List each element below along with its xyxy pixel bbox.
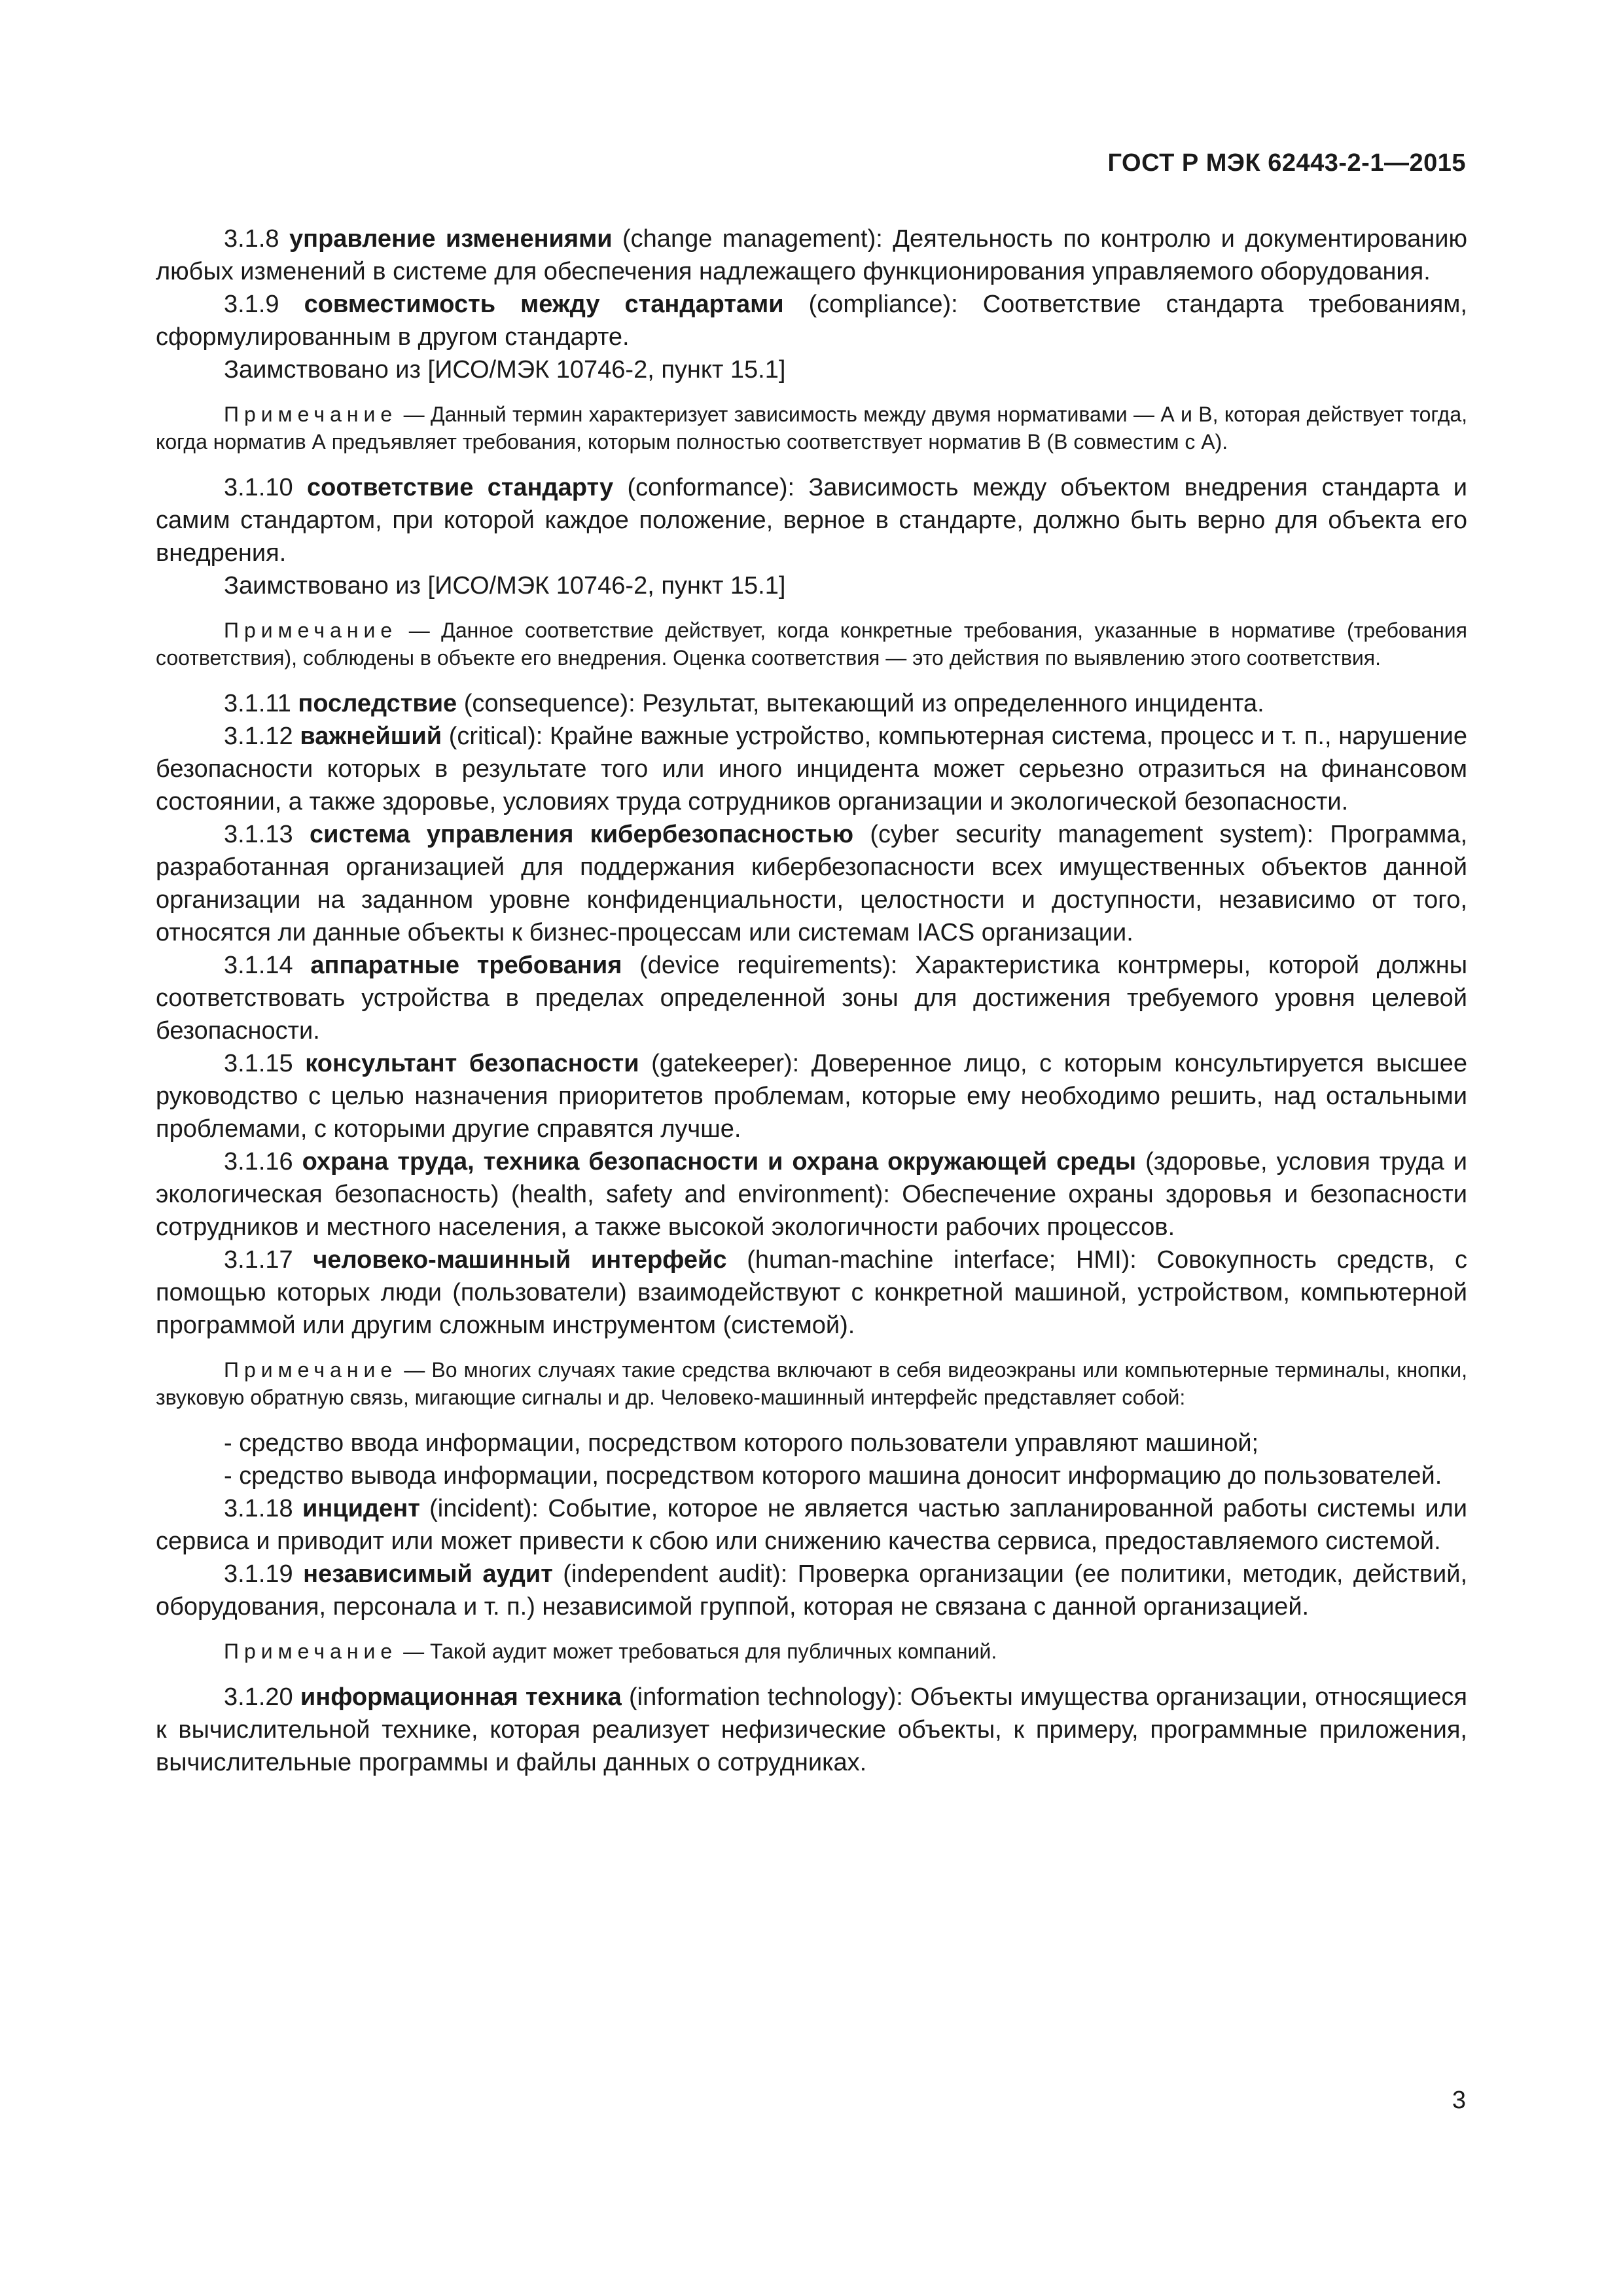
term-name: соответствие стандарту	[306, 474, 614, 501]
term-number: 3.1.12	[224, 723, 293, 750]
term-entry-3-1-13	[156, 818, 1467, 949]
term-source-3-1-10: Заимствовано из [ИСО/МЭК 10746-2, пункт 15.1]	[224, 572, 786, 600]
term-number: 3.1.8	[224, 225, 279, 253]
term-entry-3-1-9	[156, 288, 1467, 353]
term-entry-3-1-18	[156, 1492, 1467, 1558]
term-entry-3-1-10	[156, 471, 1467, 569]
note-label: Примечание	[224, 1358, 398, 1382]
note-text: — Во многих случаях такие средства включают в себя видеоэкраны или компьютерные терминалы, кнопки, звуковую обратную связь, мигающие сигналы и др. Человеко-машинный интерфейс представляет собой:	[156, 1358, 1467, 1409]
term-name: инцидент	[302, 1495, 420, 1522]
standard-code-header: ГОСТ Р МЭК 62443-2-1—2015	[1107, 149, 1466, 177]
term-definition: (здоровье, условия труда и экологическая безопасность) (health, safety and environment): Обеспечение охраны здоровья и безопасности сотрудников и местного населения, а также высокой экологичности рабочих процессов.	[156, 1148, 1468, 1241]
term-number: 3.1.18	[224, 1495, 293, 1522]
term-number: 3.1.13	[224, 821, 293, 848]
term-number: 3.1.9	[224, 291, 279, 318]
term-definition: (change management): Деятельность по контролю и документированию любых изменений в системе для обеспечения надлежащего функционирования управляемого оборудования.	[156, 225, 1467, 285]
term-definition: (device requirements): Характеристика контрмеры, которой должны соответствовать устройства в пределах определенной зоны для достижения требуемого уровня целевой безопасности.	[156, 952, 1468, 1045]
term-name: аппаратные требования	[310, 952, 622, 979]
term-entry-3-1-14	[156, 949, 1467, 1047]
term-number: 3.1.16	[224, 1148, 293, 1175]
term-definition: (compliance): Соответствие стандарта требованиям, сформулированным в другом стандарте.	[156, 291, 1467, 351]
term-name: важнейший	[300, 723, 442, 750]
term-number: 3.1.10	[224, 474, 293, 501]
terms-section	[156, 223, 1467, 1779]
note-text: — Такой аудит может требоваться для публичных компаний.	[397, 1640, 997, 1663]
term-entry-3-1-16	[156, 1145, 1467, 1244]
term-entry-3-1-15	[156, 1047, 1467, 1145]
term-entry-3-1-8	[156, 223, 1467, 288]
term-entry-3-1-19	[156, 1558, 1467, 1623]
note-3-1-19	[156, 1638, 1467, 1665]
term-number: 3.1.17	[224, 1246, 293, 1274]
term-name: последствие	[298, 690, 457, 717]
term-definition: (consequence): Результат, вытекающий из определенного инцидента.	[457, 690, 1264, 717]
term-entry-3-1-11	[156, 687, 1467, 720]
term-entry-3-1-20	[156, 1681, 1467, 1779]
term-name: система управления кибербезопасностью	[309, 821, 854, 848]
note-text: — Данное соответствие действует, когда конкретные требования, указанные в нормативе (требования соответствия), соблюдены в объекте его внедрения. Оценка соответствия — это действия по выявлению этого соответствия.	[156, 619, 1467, 670]
term-number: 3.1.14	[224, 952, 293, 979]
term-source-3-1-9: Заимствовано из [ИСО/МЭК 10746-2, пункт 15.1]	[224, 356, 786, 384]
note-label: Примечание	[224, 619, 398, 642]
note-3-1-10	[156, 617, 1467, 672]
note-3-1-9	[156, 401, 1467, 456]
term-definition: (information technology): Объекты имущества организации, относящиеся к вычислительной технике, которая реализует нефизические объекты, к примеру, программные приложения, вычислительные программы и файлы данных о сотрудниках.	[156, 1683, 1468, 1776]
term-name: человеко-машинный интерфейс	[313, 1246, 727, 1274]
term-number: 3.1.20	[224, 1683, 293, 1711]
term-name: охрана труда, техника безопасности и охрана окружающей среды	[302, 1148, 1137, 1175]
term-definition: (human-machine interface; HMI): Совокупность средств, с помощью которых люди (пользователи) взаимодействуют с конкретной машиной, устройством, компьютерной программой или другим сложным инструментом (системой).	[156, 1246, 1468, 1339]
term-name: совместимость между стандартами	[304, 291, 784, 318]
note-text: — Данный термин характеризует зависимость между двумя нормативами — А и В, которая действует тогда, когда норматив А предъявляет требования, которым полностью соответствует норматив В (В совместим с А).	[156, 403, 1467, 454]
list-item-input-means: - средство ввода информации, посредством которого пользователи управляют машиной;	[224, 1429, 1259, 1457]
term-definition: (incident): Событие, которое не является частью запланированной работы системы или сервиса и приводит или может привести к сбою или снижению качества сервиса, предоставляемого системой.	[156, 1495, 1467, 1555]
term-definition: (independent audit): Проверка организации (ее политики, методик, действий, оборудования, персонала и т. п.) независимой группой, которая не связана с данной организацией.	[156, 1560, 1468, 1621]
term-definition: (gatekeeper): Доверенное лицо, с которым консультируется высшее руководство с целью назначения приоритетов проблемам, которые ему необходимо решить, над остальными проблемами, с которыми другие справятся лучше.	[156, 1050, 1467, 1143]
term-number: 3.1.15	[224, 1050, 293, 1077]
term-name: информационная техника	[300, 1683, 622, 1711]
term-name: управление изменениями	[289, 225, 613, 253]
note-label: Примечание	[224, 403, 398, 426]
term-name: консультант безопасности	[305, 1050, 639, 1077]
page-number: 3	[1452, 2087, 1466, 2114]
term-name: независимый аудит	[303, 1560, 553, 1588]
term-number: 3.1.11	[224, 690, 291, 717]
list-item-output-means: - средство вывода информации, посредством которого машина доносит информацию до пользователей.	[224, 1462, 1442, 1490]
term-entry-3-1-12	[156, 720, 1467, 818]
term-definition: (cyber security management system): Программа, разработанная организацией для поддержания кибербезопасности всех имущественных объектов данной организации на заданном уровне конфиденциальности, целостности и доступности, независимо от того, относятся ли данные объекты к бизнес-процессам или системам IACS организации.	[156, 821, 1467, 946]
term-definition: (critical): Крайне важные устройство, компьютерная система, процесс и т. п., нарушение безопасности которых в результате того или иного инцидента может серьезно отразиться на финансовом состоянии, а также здоровье, условиях труда сотрудников организации и экологической безопасности.	[156, 723, 1468, 816]
note-3-1-17	[156, 1356, 1467, 1411]
term-number: 3.1.19	[224, 1560, 293, 1588]
note-label: Примечание	[224, 1640, 398, 1663]
term-definition: (conformance): Зависимость между объектом внедрения стандарта и самим стандартом, при которой каждое положение, верное в стандарте, должно быть верно для объекта его внедрения.	[156, 474, 1468, 567]
term-entry-3-1-17	[156, 1244, 1467, 1342]
